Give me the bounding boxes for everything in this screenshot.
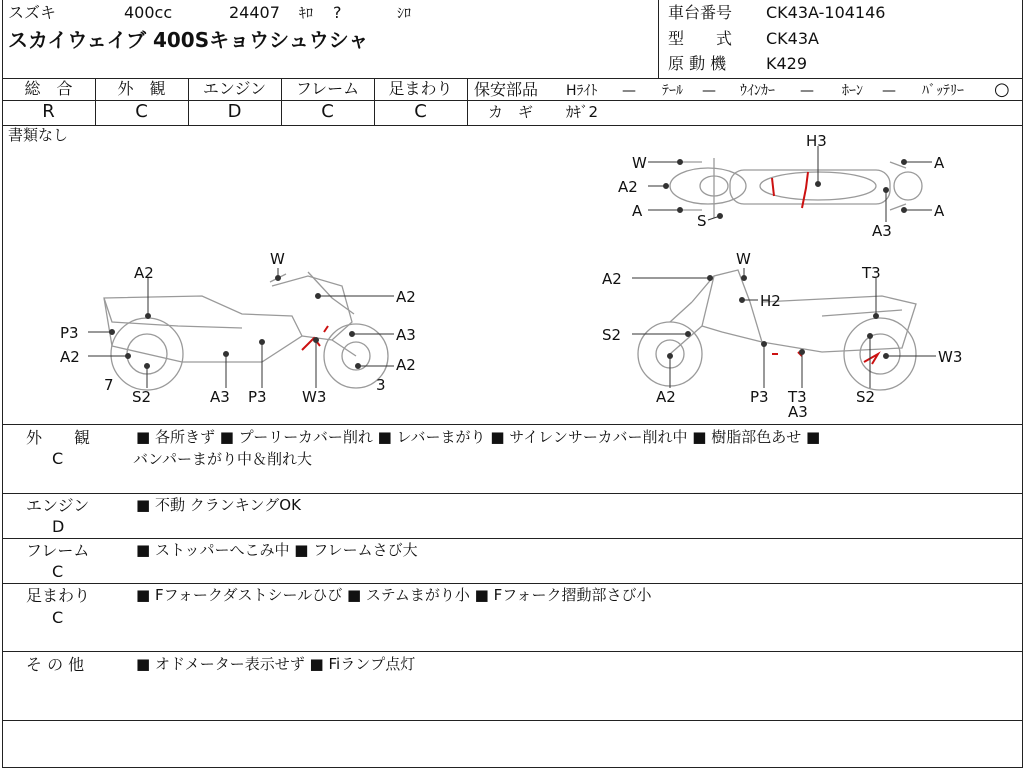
remark-grade: C (52, 608, 64, 627)
left-label: A2 (396, 288, 416, 306)
top-label: A (934, 202, 945, 220)
left-label: P3 (60, 324, 79, 342)
remark-grade: C (52, 449, 64, 468)
top-label: H3 (806, 132, 827, 150)
left-label: P3 (248, 388, 267, 406)
model-name: スカイウェイブ 400Sキョウシュウシャ (8, 28, 369, 52)
right-label: P3 (750, 388, 769, 406)
left-label: S2 (132, 388, 152, 406)
grade-value-total: R (42, 101, 55, 122)
right-label: S2 (856, 388, 876, 406)
body-color: ｼﾛ (397, 6, 411, 22)
remark-label: エンジン (26, 496, 90, 515)
remark-label: フレーム (26, 541, 90, 560)
grade-value-engine: D (227, 101, 242, 122)
header-divider (658, 0, 659, 78)
grade-label-suspension: 足まわり (388, 79, 453, 98)
right-label: T3 (862, 264, 881, 282)
safety-mid-line (467, 100, 1023, 101)
grade-label-total: 総 合 (24, 79, 73, 98)
left-label: W (270, 250, 285, 268)
remark-grade: C (52, 562, 64, 581)
remark-text: ■ オドメーター表示せず ■ Fiランプ点灯 (136, 655, 416, 673)
right-label: S2 (602, 326, 622, 344)
right-label: A2 (656, 388, 676, 406)
mileage-unit: ｷﾛ (299, 6, 313, 22)
right-label: A3 (788, 403, 808, 421)
maker: スズキ (8, 3, 57, 22)
remark-label: 外 観 (26, 428, 91, 447)
remark-divider (2, 538, 1023, 539)
remark-text: ■ 不動 クランキングOK (136, 496, 301, 514)
safety-headlight-value: — (622, 83, 636, 99)
top-view-damage (772, 172, 808, 208)
right-label: W3 (938, 348, 963, 366)
chassis-label: 車台番号 (668, 3, 733, 22)
diagram-labels (60, 132, 962, 421)
remarks-top-line (2, 424, 1023, 425)
safety-headlight-label: Hﾗｲﾄ (566, 83, 598, 99)
engine-label: 原 動 機 (668, 54, 727, 73)
remark-label: 足まわり (26, 586, 91, 605)
documents-note: 書類なし (8, 126, 69, 144)
remark-divider (2, 651, 1023, 652)
safety-battery-value: ○ (994, 79, 1010, 100)
grade-label-exterior: 外 観 (117, 79, 166, 98)
remark-label: そ の 他 (26, 655, 85, 674)
right-label: H2 (760, 292, 781, 310)
safety-horn-value: — (882, 83, 896, 99)
top-label: S (697, 212, 707, 230)
grade-value-frame: C (321, 101, 334, 122)
safety-horn-label: ﾎｰﾝ (842, 83, 863, 99)
remark-text-cont: バンパーまがり中＆削れ大 (133, 450, 312, 468)
safety-winker-value: — (800, 83, 814, 99)
type-label: 型 式 (668, 29, 733, 48)
right-label: T3 (788, 388, 807, 406)
top-label: A2 (618, 178, 638, 196)
grade-value-suspension: C (414, 101, 427, 122)
remark-text: ■ ストッパーへこみ中 ■ フレームさび大 (136, 541, 418, 559)
safety-winker-label: ｳｲﾝｶｰ (740, 83, 775, 99)
leader-lines (88, 146, 936, 388)
right-view-scooter (638, 270, 916, 390)
left-label: A2 (396, 356, 416, 374)
safety-battery-label: ﾊﾞｯﾃﾘｰ (922, 83, 964, 99)
remark-grade: D (52, 517, 65, 536)
left-label: 7 (104, 376, 114, 394)
damage-diagram (2, 126, 1022, 424)
key-value: ｶｷﾞ2 (566, 103, 599, 121)
remark-text: ■ 各所きず ■ プーリーカバー削れ ■ レバーまがり ■ サイレンサーカバー削れ中 ■ 樹脂部色あせ ■ (136, 428, 821, 446)
chassis-value: CK43A-104146 (766, 3, 886, 22)
type-value: CK43A (766, 29, 819, 48)
safety-tail-label: ﾃｰﾙ (662, 83, 683, 99)
top-label: A3 (872, 222, 892, 240)
left-label: A2 (134, 264, 154, 282)
displacement: 400cc (124, 3, 173, 22)
top-label: W (632, 154, 647, 172)
engine-value: K429 (766, 54, 808, 73)
safety-title: 保安部品 (474, 80, 539, 99)
grade-label-engine: エンジン (202, 79, 267, 98)
remark-divider (2, 493, 1023, 494)
right-label: A2 (602, 270, 622, 288)
left-label: W3 (302, 388, 327, 406)
top-label: A (632, 202, 643, 220)
left-label: A2 (60, 348, 80, 366)
left-label: 3 (376, 376, 386, 394)
left-label: A3 (396, 326, 416, 344)
key-label: カ ギ (488, 103, 534, 121)
safety-tail-value: — (702, 83, 716, 99)
grade-divider (467, 78, 468, 126)
mileage-note: ? (333, 3, 342, 22)
remark-divider (2, 720, 1023, 721)
grade-value-exterior: C (135, 101, 148, 122)
right-label: W (736, 250, 751, 268)
top-label: A (934, 154, 945, 172)
left-label: A3 (210, 388, 230, 406)
mileage: 24407 (229, 3, 280, 22)
remark-text: ■ Fフォークダストシールひび ■ ステムまがり小 ■ Fフォーク摺動部さび小 (136, 586, 652, 604)
remark-divider (2, 583, 1023, 584)
grade-label-frame: フレーム (295, 79, 360, 98)
